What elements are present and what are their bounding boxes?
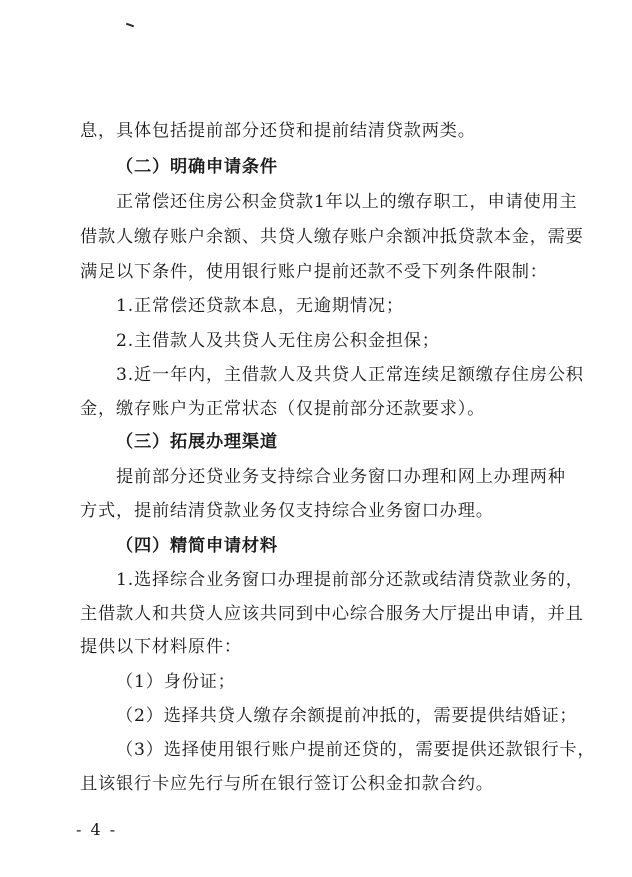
paragraph-line-11: 提前部分还贷业务支持综合业务窗口办理和网上办理两种	[116, 467, 566, 487]
paragraph-line-5: 满足以下条件，使用银行账户提前还款不受下列条件限制：	[80, 262, 548, 282]
list-item-1: 1.正常偿还贷款本息，无逾期情况；	[116, 296, 404, 316]
paragraph-line-15: 主借款人和共贷人应该共同到中心综合服务大厅提出申请，并且	[80, 604, 584, 624]
paragraph-line-4: 借款人缴存账户余额、共贷人缴存账户余额冲抵贷款本金，需要	[80, 227, 584, 247]
paragraph-line-20: 且该银行卡应先行与所在银行签订公积金扣款合约。	[80, 774, 494, 794]
paragraph-line-3: 正常偿还住房公积金贷款1年以上的缴存职工，申请使用主	[116, 192, 578, 212]
list-item-3: 3.近一年内，主借款人及共贷人正常连续足额缴存住房公积	[116, 365, 584, 385]
paragraph-line-12: 方式，提前结清贷款业务仅支持综合业务窗口办理。	[80, 501, 494, 521]
section-heading-2: （二）明确申请条件	[116, 157, 278, 177]
list-item-2: 2.主借款人及共贷人无住房公积金担保；	[116, 331, 440, 351]
section-heading-3: （三）拓展办理渠道	[116, 432, 278, 452]
paragraph-line-1: 息，具体包括提前部分还贷和提前结清贷款两类。	[80, 121, 476, 141]
paragraph-line-16: 提供以下材料原件：	[80, 637, 242, 657]
paragraph-line-14: 1.选择综合业务窗口办理提前部分还款或结清贷款业务的，	[116, 570, 584, 590]
material-item-1: （1）身份证；	[116, 672, 236, 692]
material-item-3: （3）选择使用银行账户提前还贷的，需要提供还款银行卡，	[116, 740, 596, 760]
page-number: - 4 -	[76, 820, 118, 839]
scan-mark	[126, 23, 134, 28]
paragraph-line-9: 金，缴存账户为正常状态（仅提前部分还款要求）。	[80, 399, 486, 419]
material-item-2: （2）选择共贷人缴存余额提前冲抵的，需要提供结婚证；	[116, 706, 578, 726]
section-heading-4: （四）精简申请材料	[116, 536, 278, 556]
